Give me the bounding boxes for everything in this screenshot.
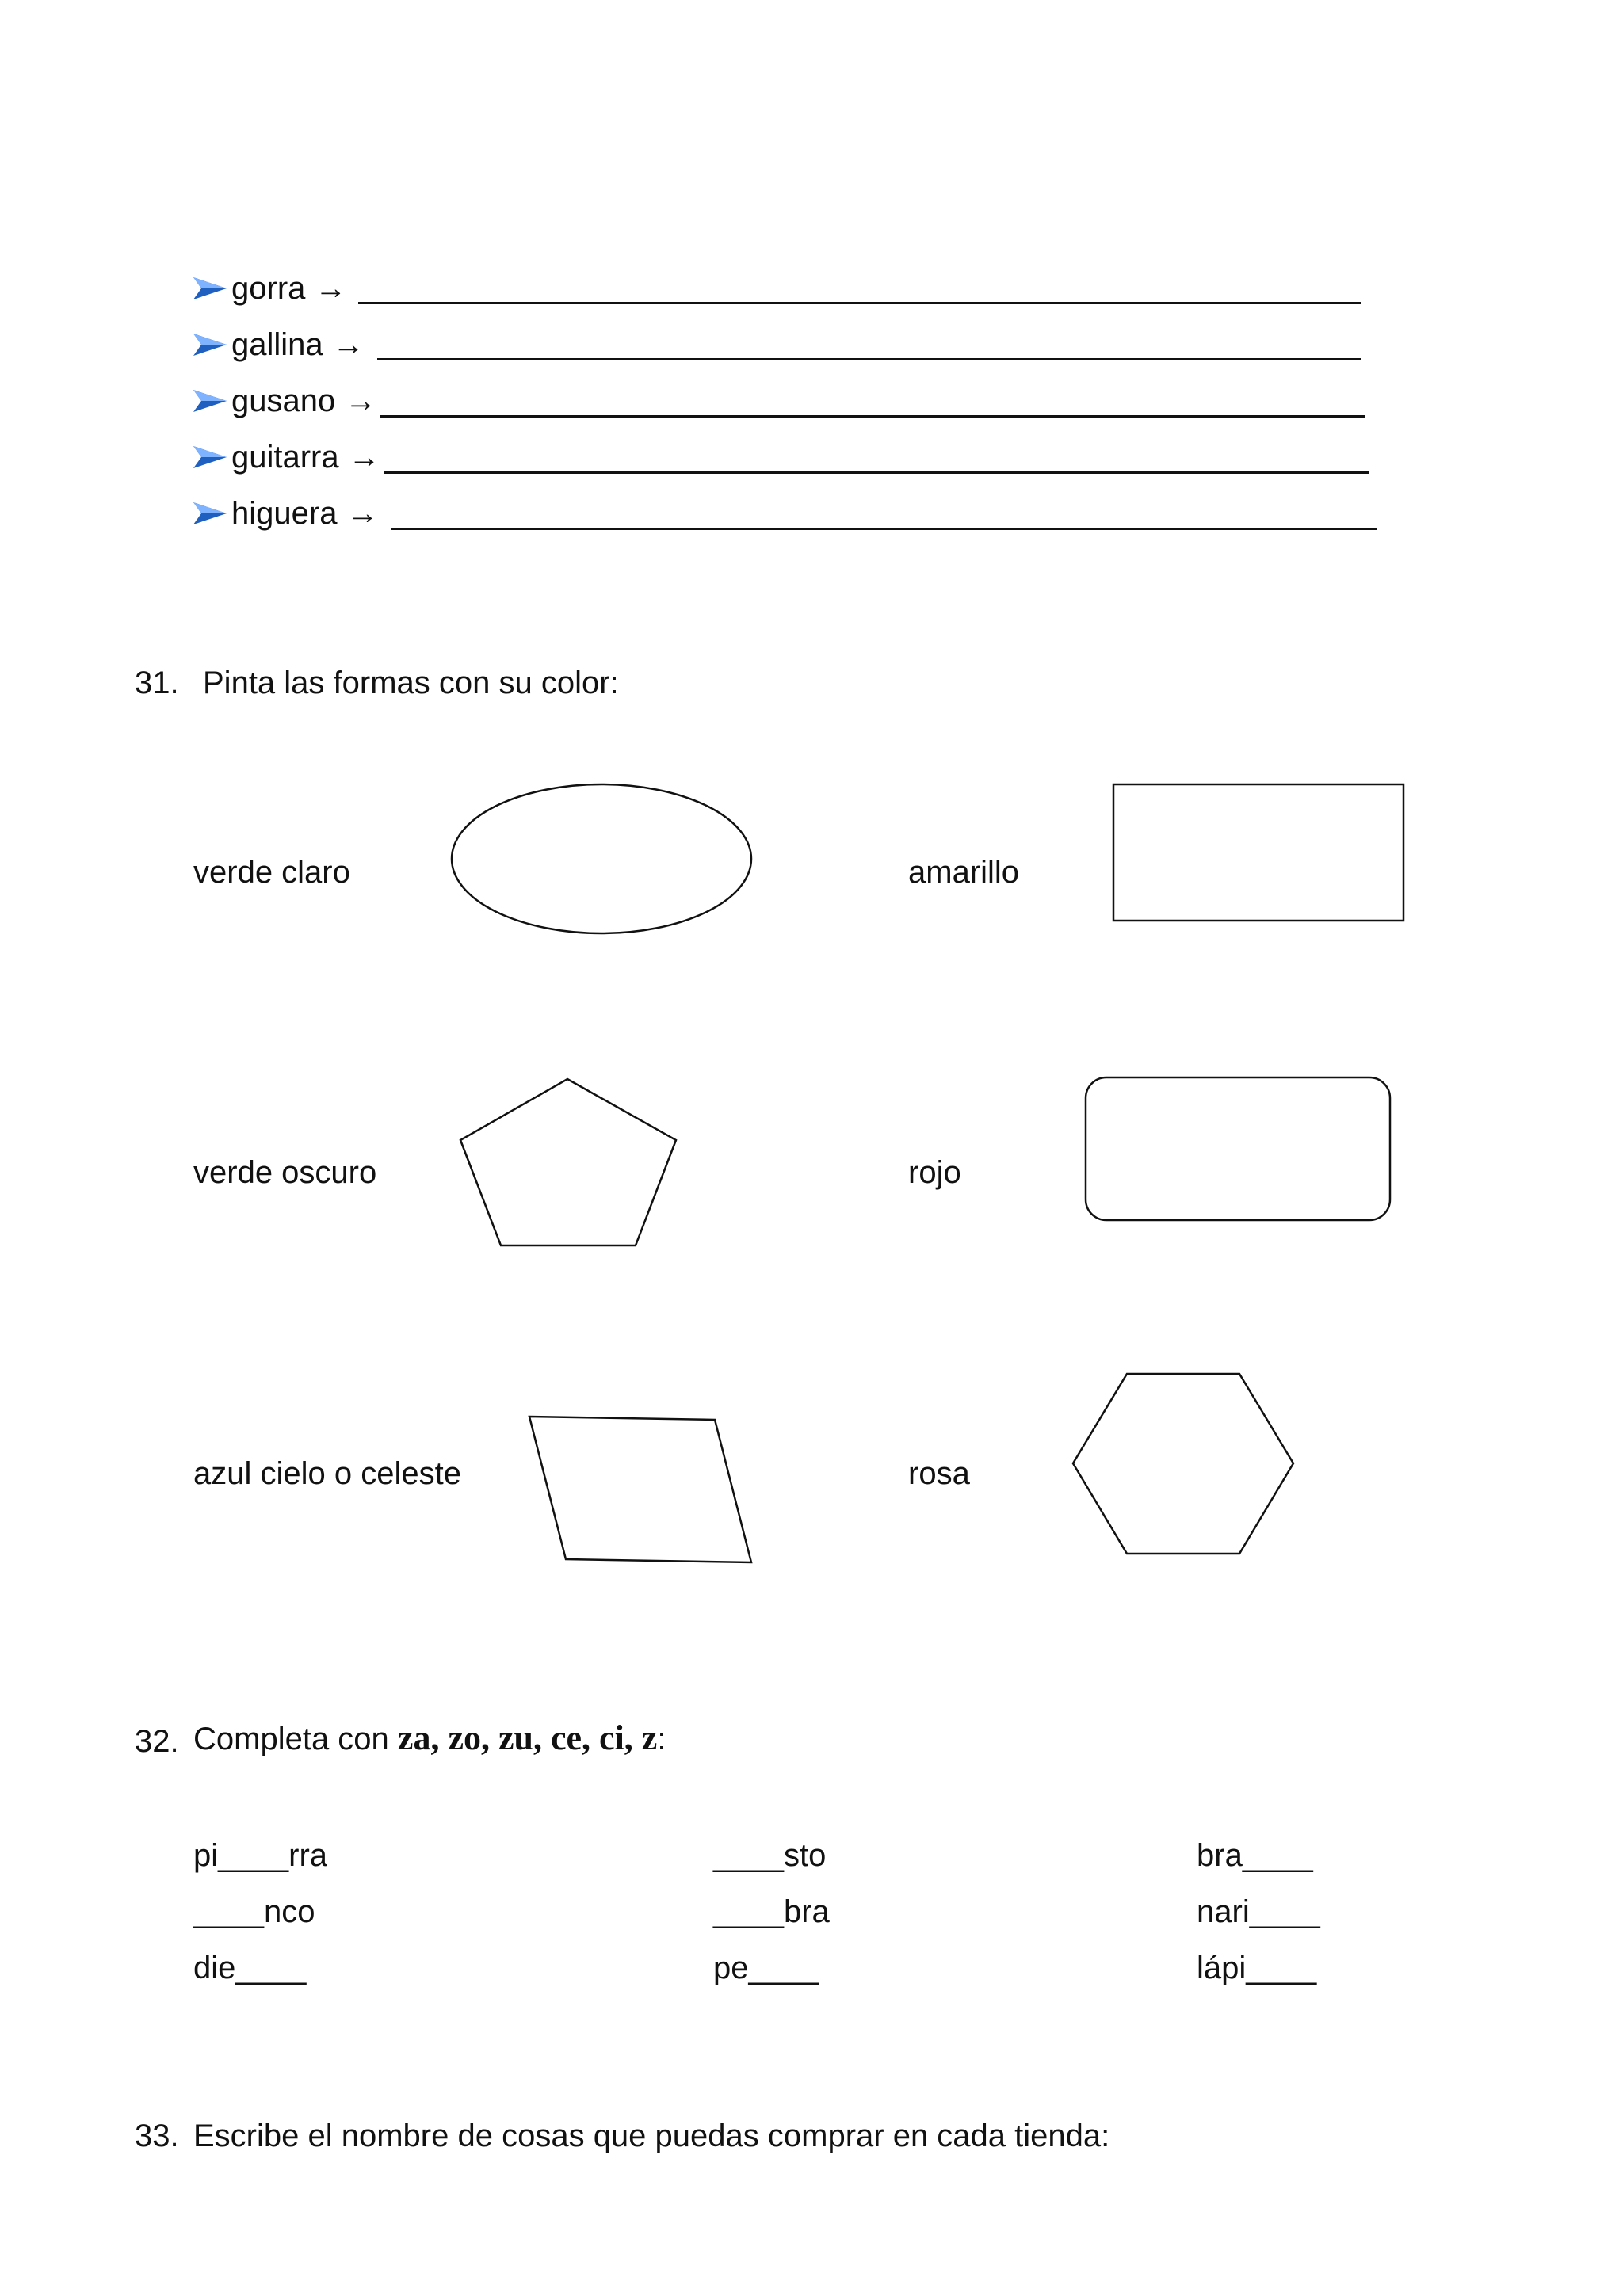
rectangle-shape[interactable] xyxy=(1109,780,1411,930)
question-number: 32. xyxy=(135,1724,179,1759)
list-word: higuera xyxy=(231,496,338,531)
answer-line[interactable] xyxy=(384,471,1369,474)
ellipse-shape[interactable] xyxy=(444,780,761,938)
list-word: gorra xyxy=(231,271,306,306)
question-instruction xyxy=(193,1719,666,1758)
fill-in-word[interactable]: pe____ xyxy=(713,1951,819,1985)
question-number: 31. xyxy=(135,666,179,700)
fill-in-word[interactable]: bra____ xyxy=(1197,1838,1313,1873)
arrow-right-icon: → xyxy=(332,327,365,362)
list-item xyxy=(193,321,365,368)
list-word: gallina xyxy=(231,327,323,362)
arrow-right-icon: → xyxy=(348,440,380,475)
shape-color-label: amarillo xyxy=(908,855,1020,890)
question-instruction: Escribe el nombre de cosas que puedas comprar en cada tienda: xyxy=(193,2119,1110,2153)
answer-line[interactable] xyxy=(380,415,1365,418)
answer-line[interactable] xyxy=(377,358,1361,360)
arrow-right-icon: → xyxy=(346,496,379,531)
shape-color-label: azul cielo o celeste xyxy=(193,1456,461,1491)
shape-color-label: rojo xyxy=(908,1155,961,1190)
arrowhead-bullet-icon xyxy=(193,276,227,301)
list-item xyxy=(193,490,378,537)
fill-in-word[interactable]: die____ xyxy=(193,1951,307,1985)
fill-in-word[interactable]: ____nco xyxy=(193,1894,315,1929)
hexagon-shape[interactable] xyxy=(1067,1367,1304,1558)
fill-in-word[interactable]: ____sto xyxy=(713,1838,827,1873)
rounded-rectangle-shape[interactable] xyxy=(1079,1071,1396,1230)
fill-in-word[interactable]: lápi____ xyxy=(1197,1951,1317,1985)
arrow-right-icon: → xyxy=(315,271,347,306)
instruction-text: Completa con xyxy=(193,1722,398,1756)
pentagon-shape[interactable] xyxy=(452,1070,689,1252)
shape-color-label: verde claro xyxy=(193,855,350,890)
question-instruction: Pinta las formas con su color: xyxy=(203,666,619,700)
arrow-right-icon: → xyxy=(345,383,377,418)
shape-color-label: rosa xyxy=(908,1456,970,1491)
parallelogram-shape[interactable] xyxy=(523,1410,761,1569)
arrowhead-bullet-icon xyxy=(193,444,227,470)
list-word: gusano xyxy=(231,383,336,418)
answer-line[interactable] xyxy=(391,528,1377,530)
shape-color-label: verde oscuro xyxy=(193,1155,377,1190)
arrowhead-bullet-icon xyxy=(193,388,227,414)
syllables-list: za, zo, zu, ce, ci, z xyxy=(397,1718,658,1757)
list-item xyxy=(193,433,380,481)
question-number: 33. xyxy=(135,2119,179,2153)
arrowhead-bullet-icon xyxy=(193,332,227,357)
instruction-suffix: : xyxy=(657,1722,666,1756)
fill-in-word[interactable]: ____bra xyxy=(713,1894,830,1929)
list-word: guitarra xyxy=(231,440,339,475)
fill-in-word[interactable]: nari____ xyxy=(1197,1894,1320,1929)
fill-in-word[interactable]: pi____rra xyxy=(193,1838,328,1873)
arrowhead-bullet-icon xyxy=(193,501,227,526)
list-item xyxy=(193,377,376,425)
answer-line[interactable] xyxy=(358,302,1361,304)
list-item xyxy=(193,265,346,312)
